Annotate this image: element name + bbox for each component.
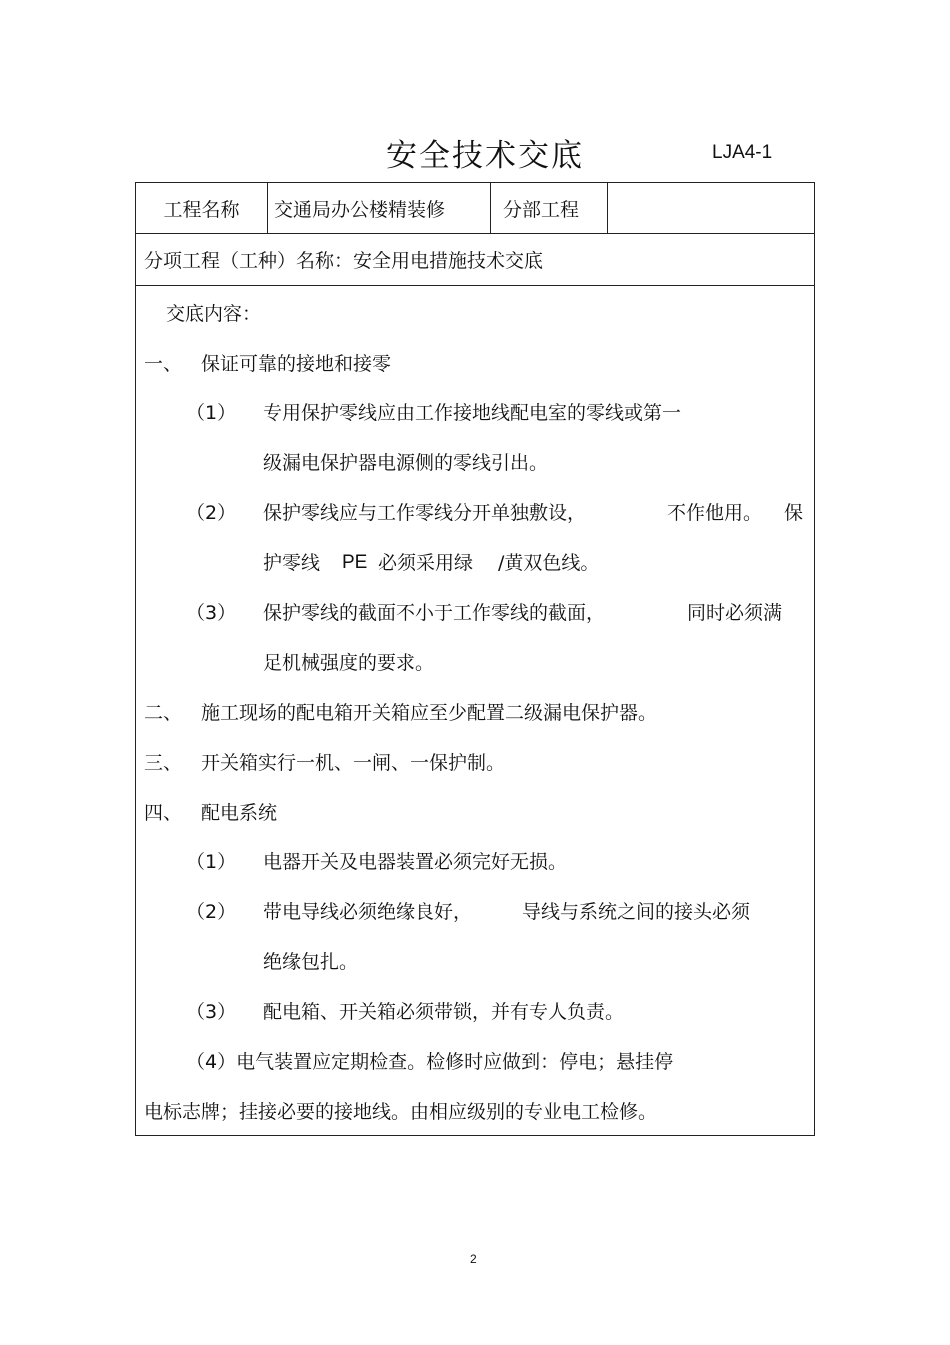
item-text: 足机械强度的要求。 bbox=[263, 652, 435, 674]
item-number: （3） bbox=[186, 1001, 237, 1023]
item-text: 保护零线应与工作零线分开单独敷设， bbox=[263, 502, 587, 524]
section-number: 四、 bbox=[144, 802, 183, 824]
item-text: 配电箱、开关箱必须带锁，并有专人负责。 bbox=[263, 1001, 625, 1023]
item-text: 保 bbox=[784, 502, 804, 524]
item-text: /黄双色线。 bbox=[498, 552, 600, 574]
section-title: 配电系统 bbox=[201, 802, 278, 824]
item-text: 电器开关及电器装置必须完好无损。 bbox=[263, 851, 568, 873]
section-number: 一、 bbox=[144, 353, 183, 375]
item-text: （4）电气装置应定期检查。检修时应做到：停电；悬挂停 bbox=[186, 1051, 674, 1073]
subitem-name: 分项工程（工种）名称：安全用电措施技术交底 bbox=[144, 250, 544, 272]
item-number: （2） bbox=[186, 502, 237, 524]
item-number: （3） bbox=[186, 602, 237, 624]
item-text: 绝缘包扎。 bbox=[263, 951, 359, 973]
document-code: LJA4-1 bbox=[712, 142, 773, 163]
document-title: 安全技术交底 bbox=[386, 138, 584, 174]
division-value bbox=[608, 183, 814, 233]
section-title: 保证可靠的接地和接零 bbox=[201, 353, 392, 375]
section-title: 施工现场的配电箱开关箱应至少配置二级漏电保护器。 bbox=[201, 702, 658, 724]
item-text: 同时必须满 bbox=[687, 602, 783, 624]
division-label: 分部工程 bbox=[491, 183, 608, 233]
project-name-value: 交通局办公楼精装修 bbox=[268, 183, 491, 233]
content-heading: 交底内容： bbox=[166, 303, 262, 325]
page-number: 2 bbox=[470, 1252, 477, 1266]
item-text: 必须采用绿 bbox=[378, 552, 474, 574]
item-text: 不作他用。 bbox=[667, 502, 763, 524]
project-info-row bbox=[136, 183, 814, 234]
item-text: 带电导线必须绝缘良好， bbox=[263, 901, 473, 923]
item-number: （2） bbox=[186, 901, 237, 923]
item-text: 电标志牌；挂接必要的接地线。由相应级别的专业电工检修。 bbox=[144, 1101, 658, 1123]
item-text: 护零线 bbox=[263, 552, 321, 574]
section-number: 三、 bbox=[144, 752, 183, 774]
briefing-table bbox=[135, 182, 815, 1136]
item-number: （1） bbox=[186, 851, 237, 873]
item-text: 保护零线的截面不小于工作零线的截面， bbox=[263, 602, 606, 624]
item-text: 专用保护零线应由工作接地线配电室的零线或第一 bbox=[263, 402, 682, 424]
item-text: 导线与系统之间的接头必须 bbox=[522, 901, 751, 923]
section-title: 开关箱实行一机、一闸、一保护制。 bbox=[201, 752, 506, 774]
item-text: PE bbox=[342, 552, 368, 573]
subitem-row bbox=[136, 234, 814, 286]
project-name-label: 工程名称 bbox=[136, 183, 268, 233]
section-number: 二、 bbox=[144, 702, 183, 724]
item-number: （1） bbox=[186, 402, 237, 424]
item-text: 级漏电保护器电源侧的零线引出。 bbox=[263, 452, 549, 474]
